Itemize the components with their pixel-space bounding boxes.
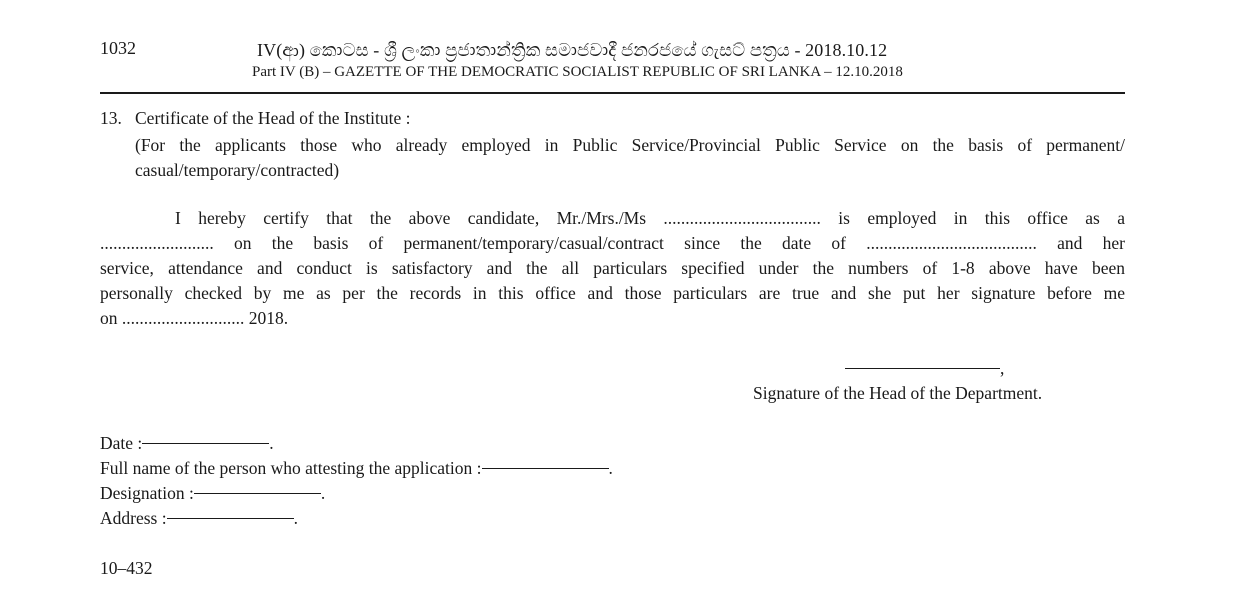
footer-code: 10–432 xyxy=(100,558,153,578)
section-title: Certificate of the Head of the Institute : xyxy=(135,108,411,128)
address-label: Address : xyxy=(100,508,167,528)
date-terminator: . xyxy=(269,433,274,453)
designation-terminator: . xyxy=(320,483,326,503)
date-field xyxy=(100,433,274,454)
designation-label: Designation : xyxy=(100,483,194,503)
address-blank xyxy=(167,518,294,519)
fullname-label: Full name of the person who attesting the application : xyxy=(100,458,482,478)
signature-comma: , xyxy=(1000,358,1005,378)
designation-field xyxy=(100,483,325,504)
certification-line: service, attendance and conduct is satisfactory and the all particulars specified under the numbers of 1-8 above have been xyxy=(100,258,1125,278)
page-number: 1032 xyxy=(100,38,136,58)
certification-line: I hereby certify that the above candidate, Mr./Mrs./Ms .................................... is employed in this office as a xyxy=(175,208,1125,228)
fullname-terminator: . xyxy=(608,458,613,478)
gazette-title-sinhala: IV(ආ) කොටස - ශ්‍රී ලංකා ප්‍රජාතාන්ත්‍රික සමාජවාදී ජනරජයේ ගැසට් පත්‍රය - 2018.10.12 xyxy=(257,40,888,60)
section-note: (For the applicants those who already employed in Public Service/Provincial Public Service on the basis of permanent/ casual/temporary/contracted) xyxy=(135,135,1125,180)
header-rule xyxy=(100,92,1125,94)
date-label: Date : xyxy=(100,433,143,453)
gazette-title-english: Part IV (B) – GAZETTE OF THE DEMOCRATIC SOCIALIST REPUBLIC OF SRI LANKA – 12.10.2018 xyxy=(252,64,903,80)
fullname-blank xyxy=(482,468,609,469)
date-blank xyxy=(142,443,269,444)
signature-line xyxy=(845,358,1004,379)
signature-blank xyxy=(845,368,1000,369)
fullname-field xyxy=(100,458,613,479)
certification-line: personally checked by me as per the records in this office and those particulars are true and she put her signature before me xyxy=(100,283,1125,303)
designation-blank xyxy=(194,493,321,494)
address-field xyxy=(100,508,298,529)
certification-line: .......................... on the basis of permanent/temporary/casual/contract since the date of ....................................... and her xyxy=(100,233,1125,253)
section-number: 13. xyxy=(100,108,122,128)
signature-caption: Signature of the Head of the Department. xyxy=(753,383,1043,403)
certification-line: on ............................ 2018. xyxy=(100,308,289,328)
address-terminator: . xyxy=(293,508,298,528)
